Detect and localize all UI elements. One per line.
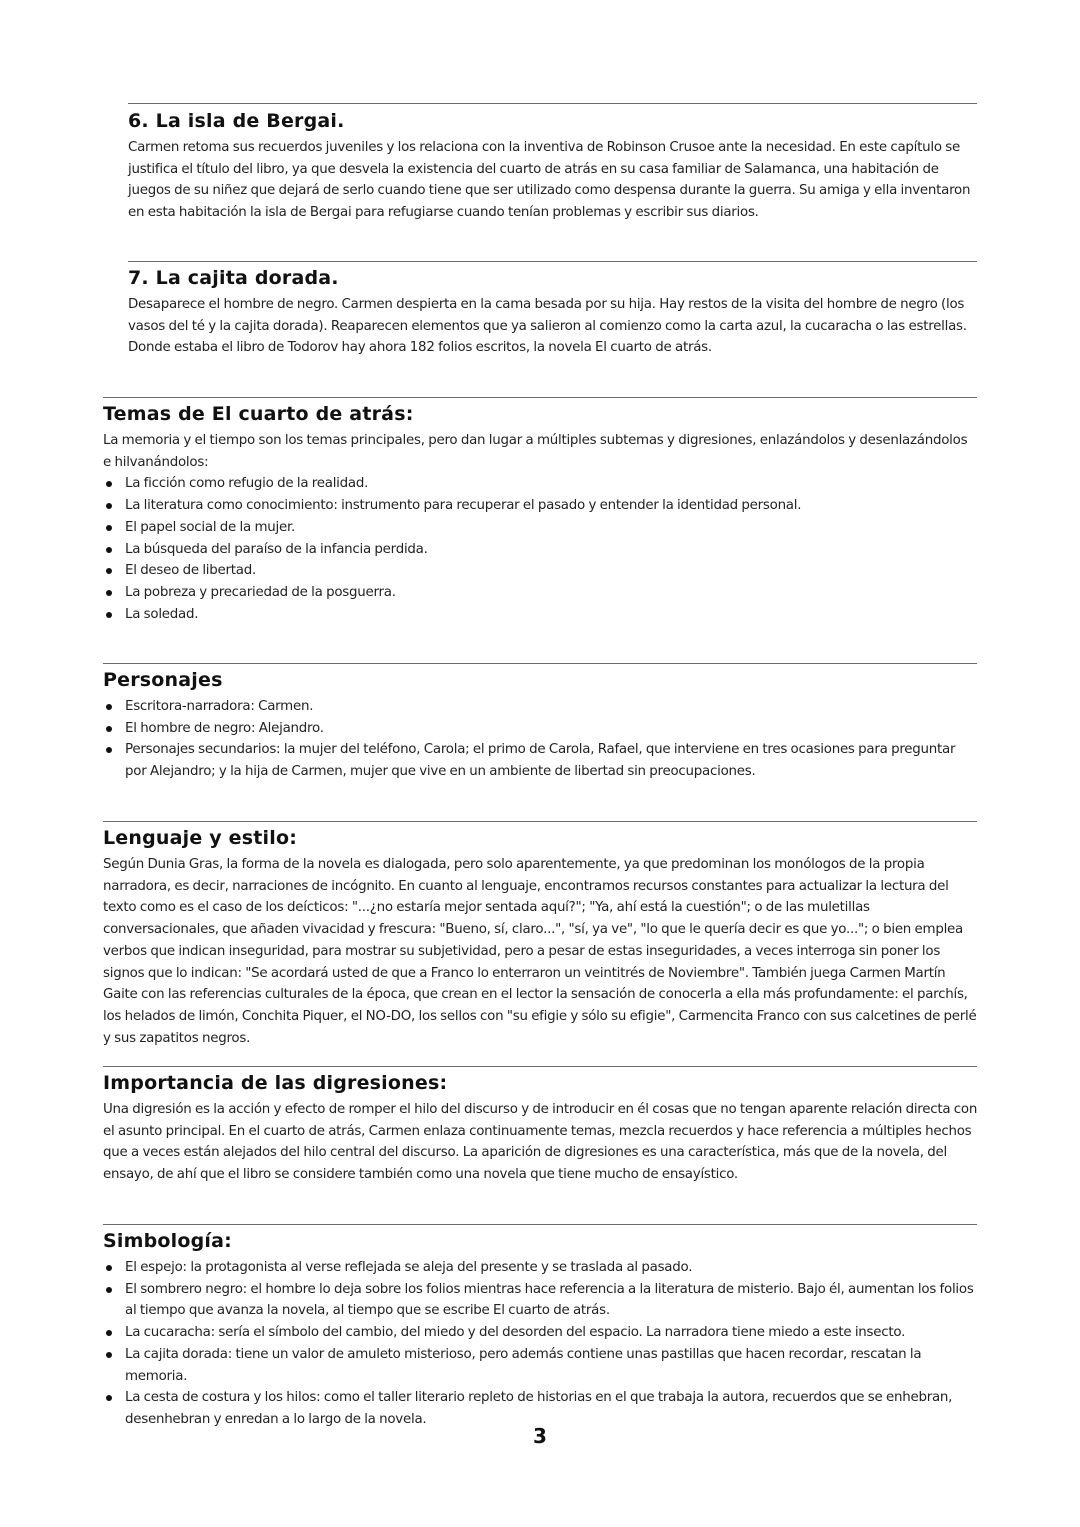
bullet-icon <box>106 568 112 574</box>
section-title: Importancia de las digresiones: <box>103 1072 448 1094</box>
section-paragraph: La memoria y el tiempo son los temas principales, pero dan lugar a múltiples subtemas y digresiones, enlazándolos y desenlazándolos e hilvanándolos: <box>103 433 968 470</box>
section-paragraph: Una digresión es la acción y efecto de romper el hilo del discurso y de introducir en él cosas que no tengan aparente relación directa con el asunto principal. En el cuarto de atrás, Carmen enlaza continuamente temas, mezcla recuerdos y hace referencia a múltiples hechos que a veces están alejados del hilo central del discurso. La aparición de digresiones es una característica, más que de la novela, del ensayo, de ahí que el libro se considere también como una novela que tiene mucho de ensayístico. <box>103 1102 978 1183</box>
section-title: Personajes <box>103 669 223 691</box>
list-item: La soledad. <box>103 604 978 626</box>
section-title: Simbología: <box>103 1230 232 1252</box>
section-lenguaje-estilo <box>103 826 978 1049</box>
bullet-icon <box>106 547 112 553</box>
personajes-list <box>103 696 978 783</box>
section-divider <box>128 103 977 104</box>
section-divider <box>103 821 977 822</box>
section-divider <box>128 261 977 262</box>
list-item: El espejo: la protagonista al verse reflejada se aleja del presente y se traslada al pasado. <box>103 1257 978 1279</box>
list-item: El deseo de libertad. <box>103 560 978 582</box>
list-item: La ficción como refugio de la realidad. <box>103 473 978 495</box>
section-personajes <box>103 668 978 783</box>
section-paragraph: Según Dunia Gras, la forma de la novela es dialogada, pero solo aparentemente, ya que predominan los monólogos de la propia narradora, es decir, narraciones de incógnito. En cuanto al lenguaje, encontramos recursos constantes para actualizar la lectura del texto como es el caso de los deícticos: "...¿no estaría mejor sentada aquí?"; "Ya, ahí está la cuestión"; o de las muletillas conversacionales, que añaden vivacidad y frescura: "Bueno, sí, claro...", "sí, ya ve", "lo que le quería decir es que yo..."; o bien emplea verbos que indican inseguridad, para mostrar su subjetividad, pero a pesar de estas inseguridades, a veces interroga sin poner los signos que lo indican: "Se acordará usted de que a Franco lo enterraron un veintitrés de Noviembre". También juega Carmen Martín Gaite con las referencias culturales de la época, que crean en el lector la sensación de conocerla a ella más profundamente: el parchís, los helados de limón, Conchita Piquer, el NO-DO, los sellos con "su efigie y sólo su efigie", Carmencita Franco con sus calcetines de perlé y sus zapatitos negros. <box>103 857 977 1046</box>
bullet-icon <box>106 1330 112 1336</box>
section-divider <box>103 397 977 398</box>
list-item: El papel social de la mujer. <box>103 517 978 539</box>
bullet-icon <box>106 503 112 509</box>
bullet-icon <box>106 1395 112 1401</box>
bullet-icon <box>106 525 112 531</box>
bullet-icon <box>106 1265 112 1271</box>
section-digresiones <box>103 1071 978 1186</box>
list-item: Escritora-narradora: Carmen. <box>103 696 978 718</box>
list-item: La búsqueda del paraíso de la infancia perdida. <box>103 539 978 561</box>
bullet-icon <box>106 726 112 732</box>
list-item: El sombrero negro: el hombre lo deja sobre los folios mientras hace referencia a la literatura de misterio. Bajo él, aumentan los folios al tiempo que avanza la novela, al tiempo que se escribe El cuarto de atrás. <box>103 1279 978 1322</box>
section-divider <box>103 1066 977 1067</box>
section-title: Lenguaje y estilo: <box>103 827 298 849</box>
list-item: La cajita dorada: tiene un valor de amuleto misterioso, pero además contiene unas pastillas que hacen recordar, rescatan la memoria. <box>103 1344 978 1387</box>
list-item: La cesta de costura y los hilos: como el taller literario repleto de historias en el que trabaja la autora, recuerdos que se enhebran, desenhebran y enredan a lo largo de la novela. <box>103 1387 978 1430</box>
simbologia-list <box>103 1257 978 1431</box>
list-item: Personajes secundarios: la mujer del teléfono, Carola; el primo de Carola, Rafael, que interviene en tres ocasiones para preguntar por Alejandro; y la hija de Carmen, mujer que vive en un ambiente de libertad sin preocupaciones. <box>103 739 978 782</box>
section-divider <box>103 663 977 664</box>
list-item: La literatura como conocimiento: instrumento para recuperar el pasado y entender la identidad personal. <box>103 495 978 517</box>
section-title: 6. La isla de Bergai. <box>128 110 345 132</box>
bullet-icon <box>106 704 112 710</box>
section-temas <box>103 402 978 625</box>
page-number: 3 <box>533 1424 547 1448</box>
section-cajita-dorada <box>128 266 978 359</box>
section-divider <box>103 1224 977 1225</box>
list-item: La pobreza y precariedad de la posguerra. <box>103 582 978 604</box>
section-paragraph: Desaparece el hombre de negro. Carmen despierta en la cama besada por su hija. Hay restos de la visita del hombre de negro (los vasos del té y la cajita dorada). Reaparecen elementos que ya salieron al comienzo como la carta azul, la cucaracha o las estrellas. Donde estaba el libro de Todorov hay ahora 182 folios escritos, la novela El cuarto de atrás. <box>128 297 967 356</box>
bullet-icon <box>106 612 112 618</box>
section-title: 7. La cajita dorada. <box>128 267 339 289</box>
bullet-icon <box>106 1287 112 1293</box>
list-item: El hombre de negro: Alejandro. <box>103 718 978 740</box>
temas-list <box>103 473 978 625</box>
section-title: Temas de El cuarto de atrás: <box>103 403 414 425</box>
bullet-icon <box>106 590 112 596</box>
bullet-icon <box>106 481 112 487</box>
section-bergai <box>128 109 978 224</box>
bullet-icon <box>106 1352 112 1358</box>
section-simbologia <box>103 1229 978 1431</box>
bullet-icon <box>106 747 112 753</box>
list-item: La cucaracha: sería el símbolo del cambio, del miedo y del desorden del espacio. La narradora tiene miedo a este insecto. <box>103 1322 978 1344</box>
section-paragraph: Carmen retoma sus recuerdos juveniles y los relaciona con la inventiva de Robinson Crusoe ante la necesidad. En este capítulo se justifica el título del libro, ya que desvela la existencia del cuarto de atrás en su casa familiar de Salamanca, una habitación de juegos de su niñez que dejará de serlo cuando tiene que ser utilizado como despensa durante la guerra. Su amiga y ella inventaron en esta habitación la isla de Bergai para refugiarse cuando tenían problemas y escribir sus diarios. <box>128 140 971 221</box>
